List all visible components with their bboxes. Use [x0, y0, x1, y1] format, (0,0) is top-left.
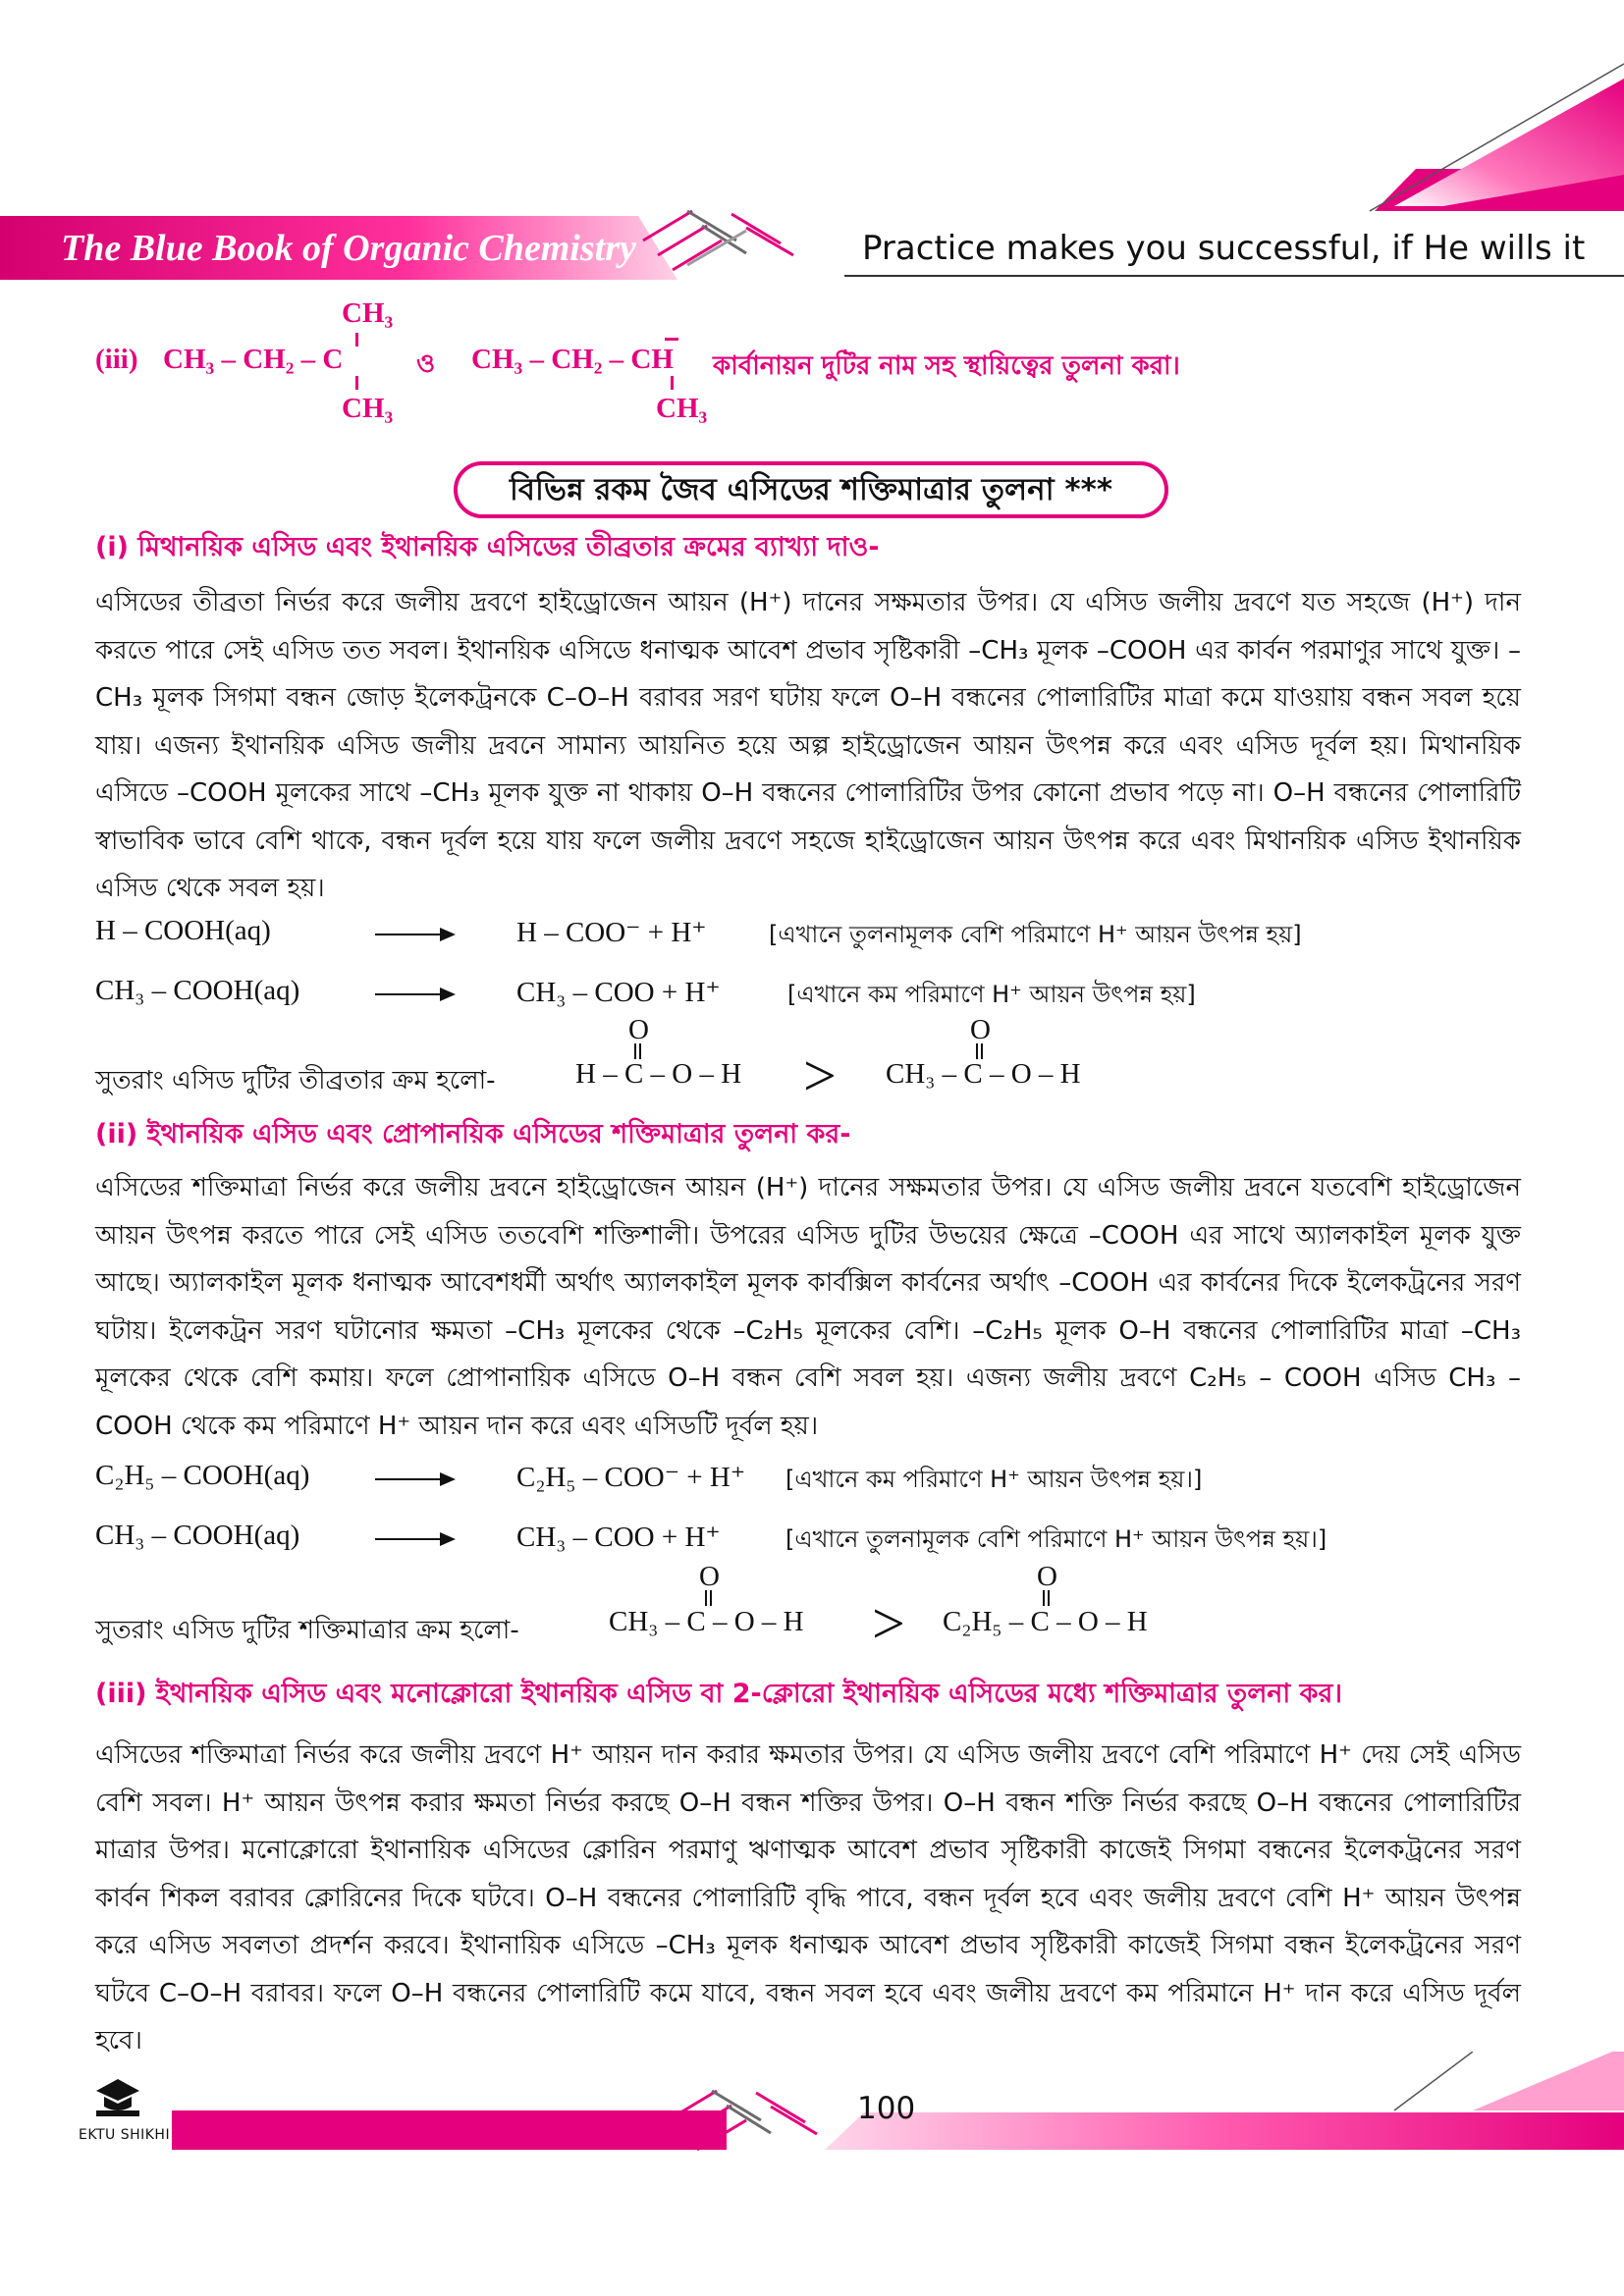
equation-3-products: C₂H₅ – COO⁻ + H⁺ [516, 1462, 746, 1493]
bond-line [355, 333, 358, 347]
equation-3-note: [এখানে কম পরিমাণে H⁺ আয়ন উৎপন্ন হয়।] [785, 1466, 1203, 1493]
reaction-arrow-icon [375, 1531, 456, 1547]
brand-logo-icon [90, 2071, 145, 2122]
greater-than-sign: > [803, 1043, 837, 1108]
question-1-title: (i) মিথানয়িক এসিড এবং ইথানয়িক এসিডের তীব্রতার ক্রমের ব্যাখ্যা দাও- [95, 532, 880, 562]
question-2-title: (ii) ইথানয়িক এসিড এবং প্রোপানয়িক এসিডের শক্তিমাত্রার তুলনা কর- [95, 1119, 851, 1149]
intro-formula2-bottom-group: CH₃ [656, 393, 708, 424]
header-tagline: Practice makes you successful, if He wills it [862, 229, 1586, 268]
equation-1-note: [এখানে তুলনামূলক বেশি পরিমাণে H⁺ আয়ন উৎপন্ন হয়] [769, 921, 1302, 948]
equation-3-reactant: C₂H₅ – COOH(aq) [95, 1460, 310, 1491]
order-label: সুতরাং এসিড দুটির তীব্রতার ক্রম হলো- [95, 1066, 496, 1095]
intro-formula1-top-group: CH₃ [342, 297, 394, 329]
double-bond [976, 1043, 983, 1059]
ethanoic-acid-structure: CH₃ – C – O – H [609, 1606, 804, 1637]
carbonyl-oxygen: O [699, 1561, 720, 1592]
equation-4-products: CH₃ – COO + H⁺ [516, 1522, 721, 1553]
equation-2-products: CH₃ – COO + H⁺ [516, 977, 721, 1008]
ethanoic-acid-structure: CH₃ – C – O – H [886, 1058, 1081, 1090]
double-bond [705, 1590, 712, 1606]
greater-than-sign: > [872, 1591, 905, 1656]
double-bond [1043, 1590, 1050, 1606]
page-footer-decoration [0, 2052, 1624, 2160]
reaction-arrow-icon [375, 987, 456, 1002]
order-label: সুতরাং এসিড দুটির শক্তিমাত্রার ক্রম হলো- [95, 1616, 519, 1645]
carbonyl-oxygen: O [970, 1014, 991, 1045]
negative-charge-bar [665, 338, 678, 341]
equation-2-note: [এখানে কম পরিমাণে H⁺ আয়ন উৎপন্ন হয়] [787, 981, 1196, 1008]
carbonyl-oxygen: O [1037, 1561, 1057, 1592]
reaction-arrow-icon [375, 1471, 456, 1487]
question-2-answer: এসিডের শক্তিমাত্রা নির্ভর করে জলীয় দ্রবনে হাইড্রোজেন আয়ন (H⁺) দানের সক্ষমতার উপর। যে এসিড জলীয় দ্রবনে যতবেশি হাইড্রোজেন আয়ন উৎপন্ন করতে পারে সেই এসিড ততবেশি শক্তিশালী। উপরের এসিড দুটির উভয়ের ক্ষেত্রে –COOH এর সাথে অ্যালকাইল মূলক যুক্ত আছে। অ্যালকাইল মূলক ধনাত্মক আবেশধর্মী অর্থাৎ অ্যালকাইল মূলক কার্বক্সিল কার্বনের অর্থাৎ –COOH এর কার্বনের দিকে ইলেকট্রনের সরণ ঘটায়। ইলেকট্রন সরণ ঘটানোর ক্ষমতা –CH₃ মূলকের থেকে –C₂H₅ মূলকের বেশি। –C₂H₅ মূলক O–H বন্ধনের পোলারিটির মাত্রা –CH₃ মূলকের থেকে বেশি কমায়। ফলে প্রোপানায়িক এসিডে O–H বন্ধন বেশি সবল হয়। এজন্য জলীয় দ্রবণে C₂H₅ – COOH এসিড CH₃ – COOH থেকে কম পরিমাণে H⁺ আয়ন দান করে এবং এসিডটি দূর্বল হয়। [95, 1173, 1521, 1441]
page-number: 100 [857, 2091, 916, 2126]
question-3-title: (iii) ইথানয়িক এসিড এবং মনোক্লোরো ইথানয়িক এসিড বা 2-ক্লোরো ইথানয়িক এসিডের মধ্যে শক্তিমাত্রার তুলনা কর। [95, 1679, 1343, 1709]
intro-formula2: CH₃ – CH₂ – CH [471, 344, 674, 375]
equation-1-products: H – COO⁻ + H⁺ [516, 917, 707, 948]
question-3-answer: এসিডের শক্তিমাত্রা নির্ভর করে জলীয় দ্রবণে H⁺ আয়ন দান করার ক্ষমতার উপর। যে এসিড জলীয় দ্রবণে বেশি পরিমাণে H⁺ দেয় সেই এসিড বেশি সবল। H⁺ আয়ন উৎপন্ন করার ক্ষমতা নির্ভর করছে O–H বন্ধন শক্তির উপর। O–H বন্ধন শক্তি নির্ভর করছে O–H বন্ধনের পোলারিটির মাত্রার উপর। মনোক্লোরো ইথানায়িক এসিডের ক্লোরিন পরমাণু ঋণাত্মক আবেশ প্রভাব সৃষ্টিকারী কাজেই সিগমা বন্ধনের ইলেকট্রনের সরণ কার্বন শিকল বরাবর ক্লোরিনের দিকে ঘটবে। O–H বন্ধনের পোলারিটি বৃদ্ধি পাবে, বন্ধন দূর্বল হবে এবং জলীয় দ্রবণে বেশি H⁺ আয়ন উৎপন্ন করে এসিড সবলতা প্রদর্শন করবে। ইথানায়িক এসিডে –CH₃ মূলক ধনাত্মক আবেশ প্রভাব সৃষ্টিকারী কাজেই সিগমা বন্ধন ইলেকট্রনের সরণ ঘটবে C–O–H বরাবর। ফলে O–H বন্ধনের পোলারিটি কমে যাবে, বন্ধন সবল হবে এবং জলীয় দ্রবণে কম পরিমানে H⁺ দান করে এসিড দূর্বল হবে। [95, 1740, 1521, 2056]
double-bond [634, 1043, 641, 1059]
bond-line [355, 376, 358, 390]
section-heading: বিভিন্ন রকম জৈব এসিডের শক্তিমাত্রার তুলনা *** [454, 461, 1168, 518]
book-title: The Blue Book of Organic Chemistry [61, 228, 636, 269]
intro-question-text: কার্বানায়ন দুটির নাম সহ স্থায়িত্বের তুলনা করা। [713, 351, 1180, 381]
question-1-answer: এসিডের তীব্রতা নির্ভর করে জলীয় দ্রবণে হাইড্রোজেন আয়ন (H⁺) দানের সক্ষমতার উপর। যে এসিড জলীয় দ্রবণে যত সহজে (H⁺) দান করতে পারে সেই এসিড তত সবল। ইথানয়িক এসিডে ধনাত্মক আবেশ প্রভাব সৃষ্টিকারী –CH₃ মূলক –COOH এর কার্বন পরমাণুর সাথে যুক্ত। –CH₃ মূলক সিগমা বন্ধন জোড় ইলেকট্রনকে C–O–H বরাবর সরণ ঘটায় ফলে O–H বন্ধনের পোলারিটির মাত্রা কমে যাওয়ায় বন্ধন সবল হয়ে যায়। এজন্য ইথানয়িক এসিড জলীয় দ্রবনে সামান্য আয়নিত হয়ে অল্প হাইড্রোজেন আয়ন উৎপন্ন করে এবং এসিড দূর্বল হয়। মিথানয়িক এসিডে –COOH মূলকের সাথে –CH₃ মূলক যুক্ত না থাকায় O–H বন্ধনের পোলারিটির উপর কোনো প্রভাব পড়ে না। O–H বন্ধনের পোলারিটি স্বাভাবিক ভাবে বেশি থাকে, বন্ধন দূর্বল হয়ে যায় ফলে জলীয় দ্রবণে সহজে হাইড্রোজেন আয়ন উৎপন্ন করে এবং মিথানয়িক এসিড ইথানয়িক এসিড থেকে সবল হয়। [95, 588, 1521, 903]
intro-item-number: (iii) [95, 344, 138, 375]
carbonyl-oxygen: O [628, 1014, 649, 1045]
methanoic-acid-structure: H – C – O – H [575, 1058, 742, 1090]
equation-4-note: [এখানে তুলনামূলক বেশি পরিমাণে H⁺ আয়ন উৎপন্ন হয়।] [785, 1525, 1327, 1553]
equation-2-reactant: CH₃ – COOH(aq) [95, 975, 300, 1006]
intro-formula1-bottom-group: CH₃ [342, 393, 394, 424]
bond-line [671, 376, 674, 390]
intro-formula1: CH₃ – CH₂ – C [163, 344, 344, 375]
brand-name: EKTU SHIKHI [79, 2127, 171, 2143]
equation-1-reactant: H – COOH(aq) [95, 915, 271, 946]
reaction-arrow-icon [375, 927, 456, 942]
conjunction: ও [416, 349, 436, 379]
equation-4-reactant: CH₃ – COOH(aq) [95, 1520, 300, 1551]
propanoic-acid-structure: C₂H₅ – C – O – H [943, 1606, 1148, 1637]
